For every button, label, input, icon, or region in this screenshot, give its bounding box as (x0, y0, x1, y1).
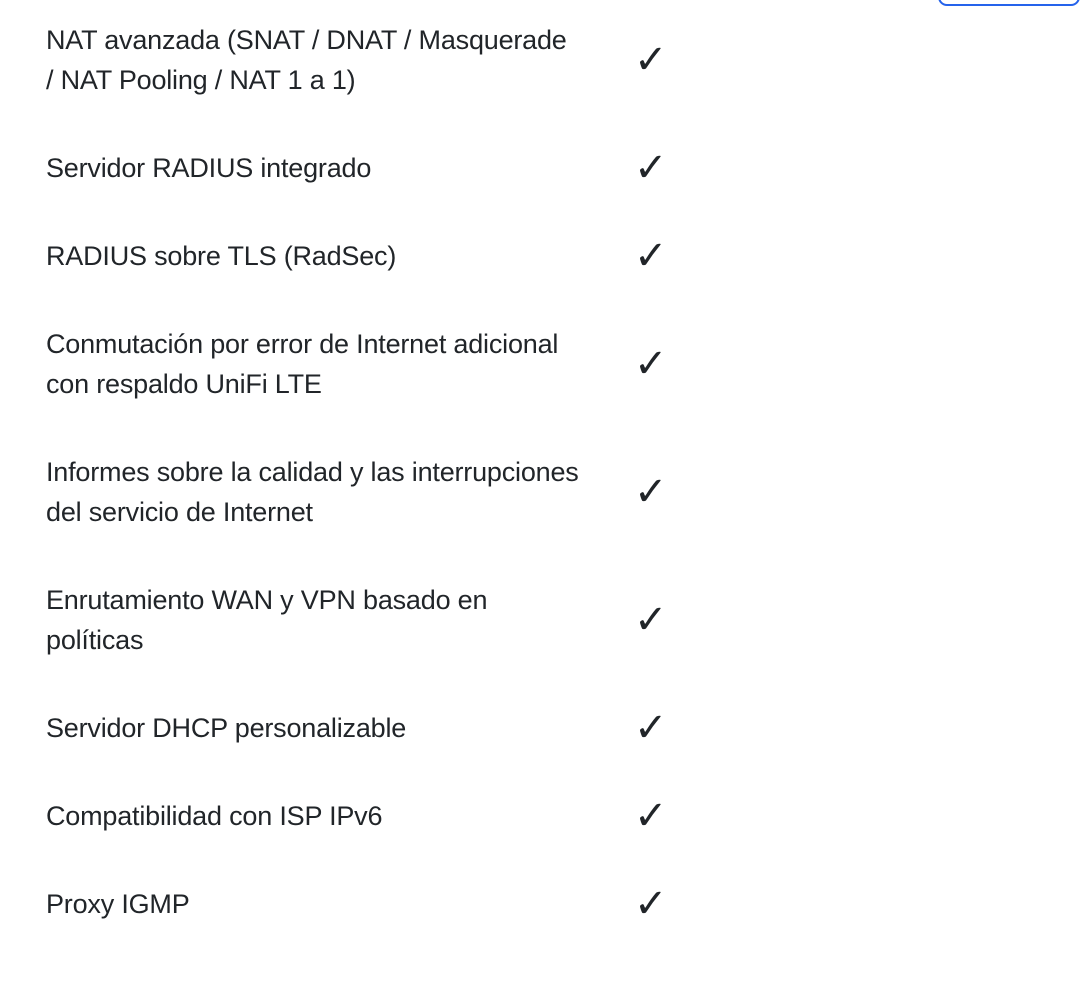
check-icon: ✓ (634, 881, 668, 927)
feature-label (46, 236, 626, 276)
feature-row (0, 124, 1084, 212)
feature-label (46, 580, 626, 660)
feature-label-line: Servidor DHCP personalizable (46, 713, 407, 743)
feature-row (0, 684, 1084, 772)
feature-row (0, 300, 1084, 428)
check-icon: ✓ (634, 597, 668, 643)
check-icon: ✓ (634, 341, 668, 387)
feature-label (46, 324, 626, 404)
feature-label-line: Conmutación por error de Internet adicional (46, 329, 559, 359)
feature-label-line: Informes sobre la calidad y las interrupciones (46, 457, 579, 487)
feature-row (0, 428, 1084, 556)
check-icon: ✓ (634, 233, 668, 279)
feature-label-line: NAT avanzada (SNAT / DNAT / Masquerade (46, 25, 567, 55)
feature-label-line: con respaldo UniFi LTE (46, 369, 322, 399)
feature-label-line: del servicio de Internet (46, 497, 313, 527)
feature-row (0, 772, 1084, 860)
check-icon: ✓ (634, 469, 668, 515)
feature-label-line: Enrutamiento WAN y VPN basado en (46, 585, 488, 615)
feature-label (46, 884, 626, 924)
feature-label (46, 148, 626, 188)
feature-label-line: políticas (46, 625, 144, 655)
feature-label-line: / NAT Pooling / NAT 1 a 1) (46, 65, 356, 95)
check-icon: ✓ (634, 793, 668, 839)
feature-label (46, 452, 626, 532)
feature-label (46, 796, 626, 836)
check-icon: ✓ (634, 37, 668, 83)
feature-label-line: Servidor RADIUS integrado (46, 153, 372, 183)
check-icon: ✓ (634, 145, 668, 191)
feature-row (0, 556, 1084, 684)
feature-row (0, 212, 1084, 300)
feature-label-line: Proxy IGMP (46, 889, 190, 919)
feature-row (0, 0, 1084, 124)
check-icon: ✓ (634, 705, 668, 751)
feature-row (0, 860, 1084, 948)
partial-cta-button[interactable] (938, 0, 1080, 6)
feature-label (46, 708, 626, 748)
feature-label-line: Compatibilidad con ISP IPv6 (46, 801, 383, 831)
feature-label-line: RADIUS sobre TLS (RadSec) (46, 241, 397, 271)
feature-label (46, 20, 626, 100)
